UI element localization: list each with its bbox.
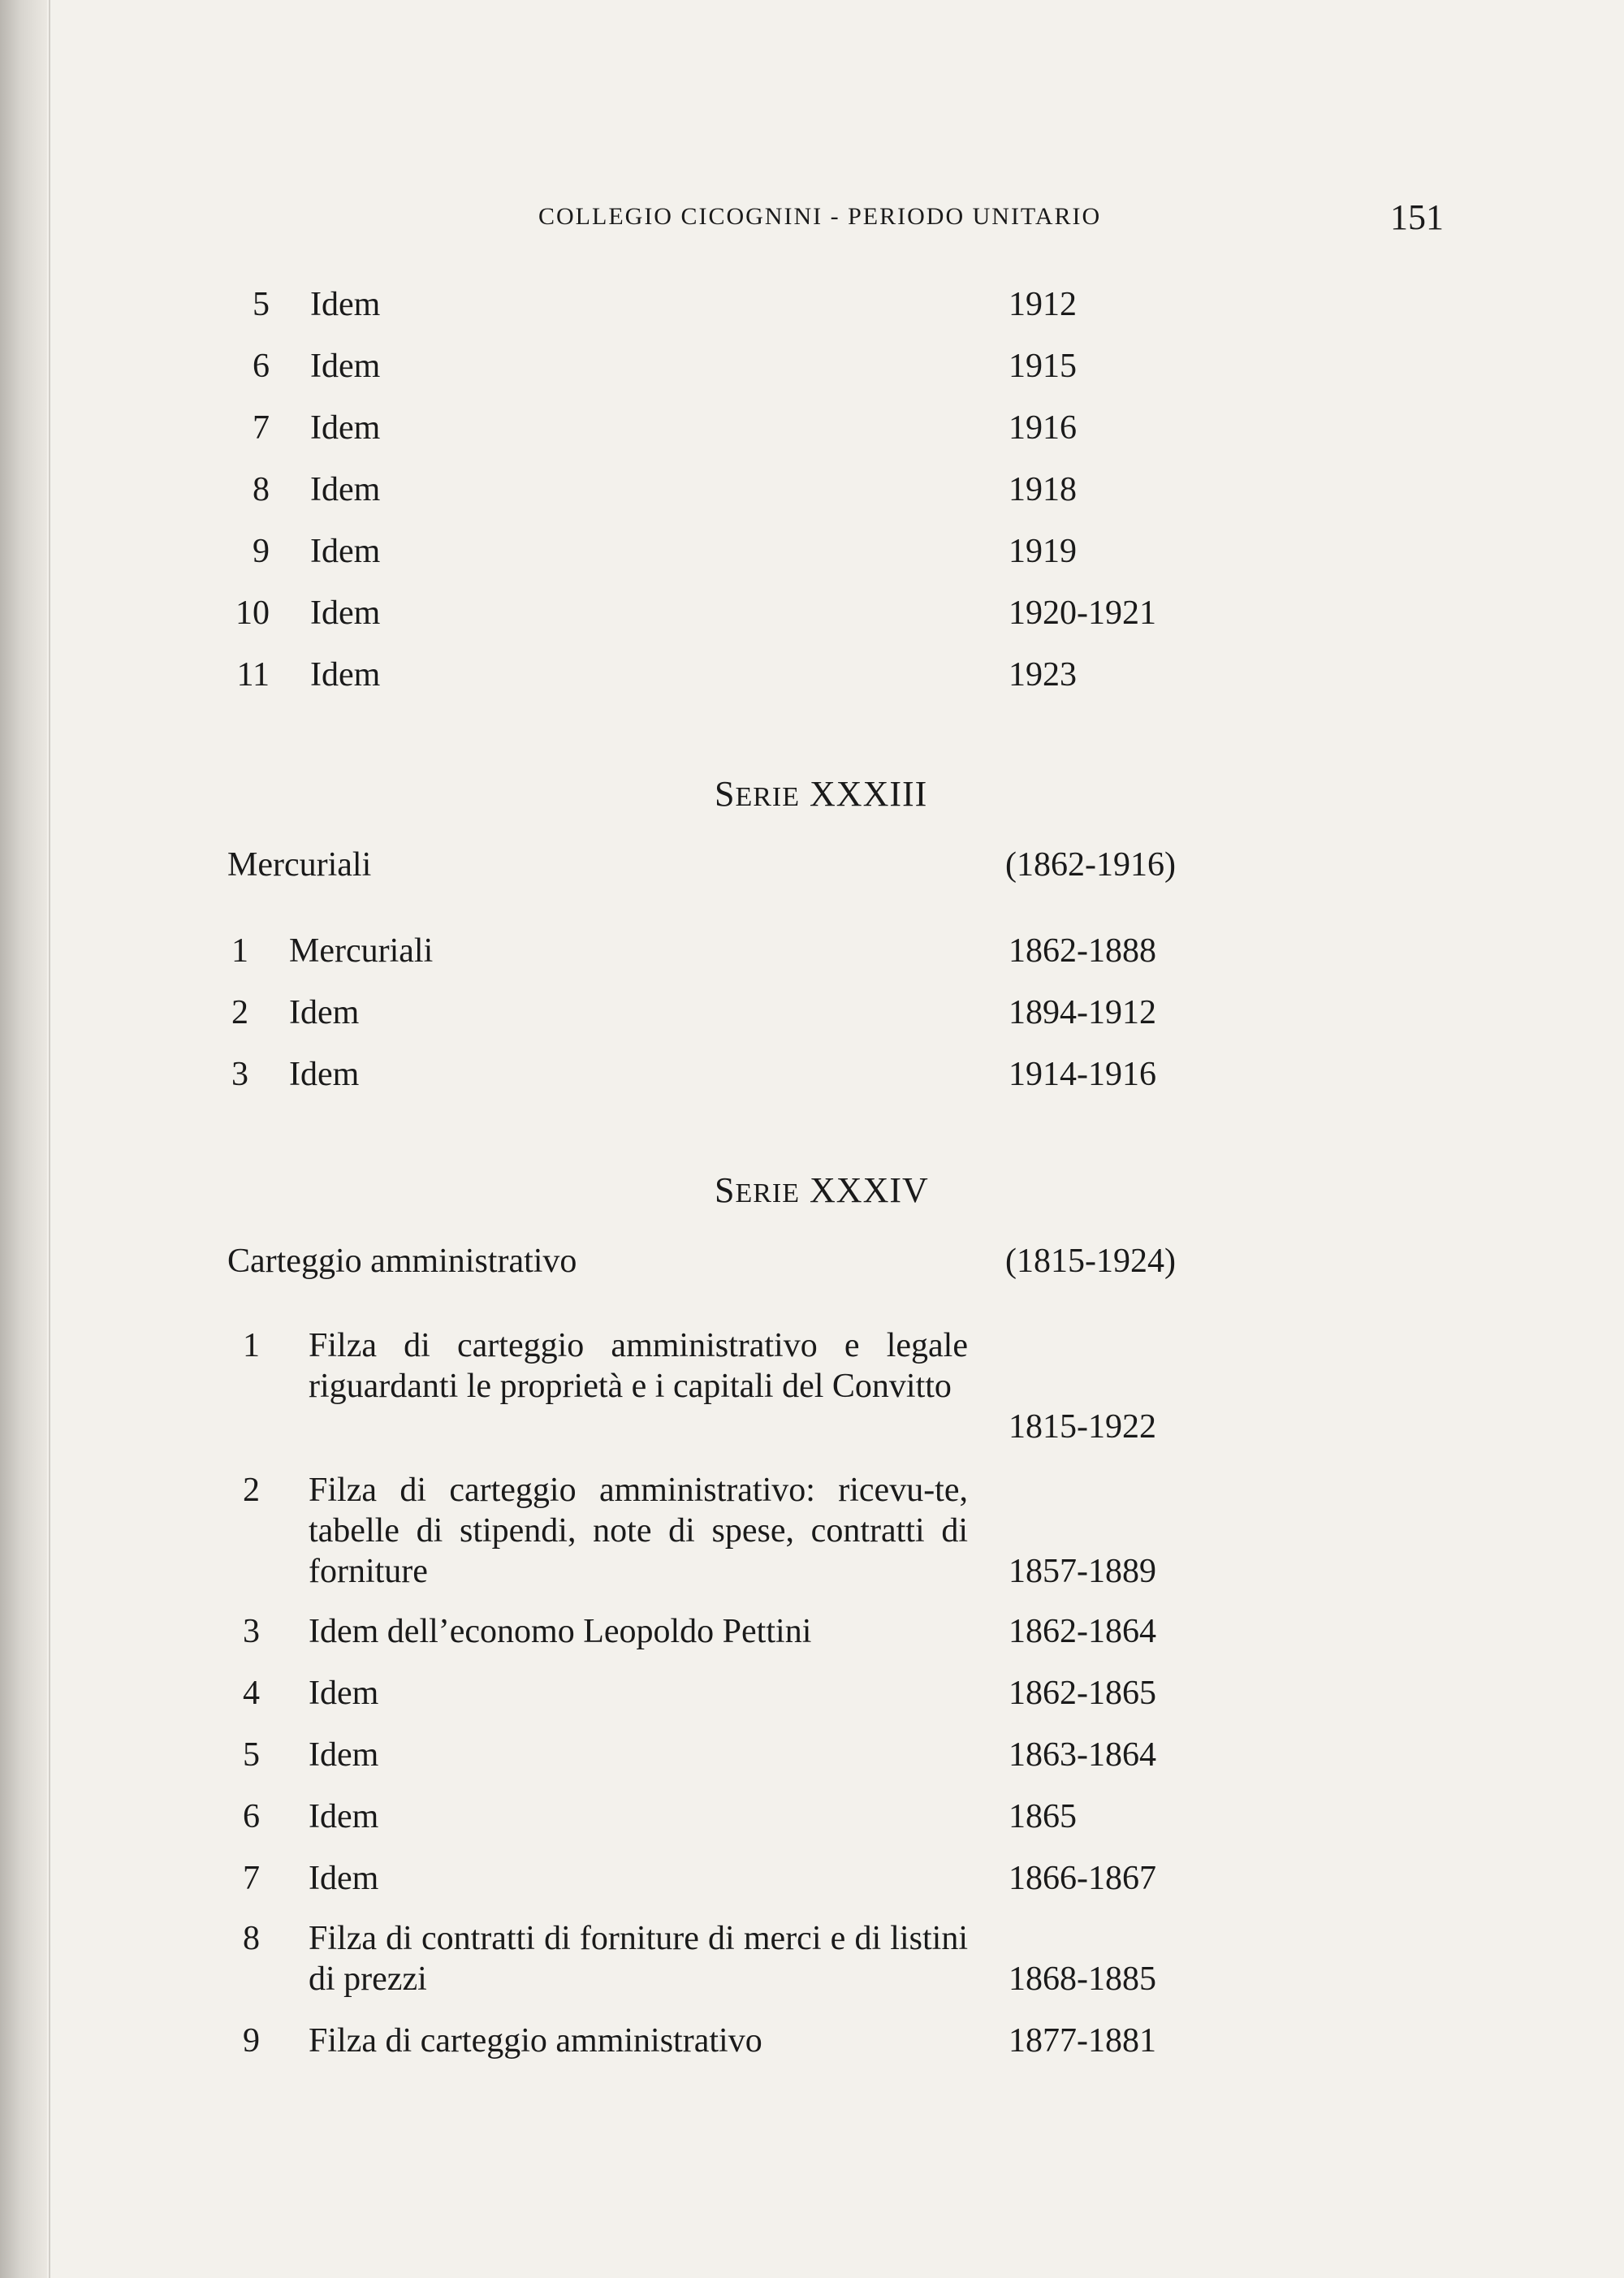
item-number: 1: [243, 1327, 260, 1364]
item-number: 6: [253, 348, 270, 385]
group-date-range: (1815-1924): [1005, 1243, 1176, 1280]
list-item: [227, 1470, 1218, 1592]
item-label: Idem: [310, 533, 381, 570]
gutter-line: [49, 0, 50, 2278]
item-number: 4: [243, 1675, 260, 1712]
item-number: 8: [243, 1920, 260, 1957]
item-number: 11: [236, 656, 270, 694]
item-date: 1865: [1009, 1798, 1077, 1835]
series-heading-34: SERIE XXXIV: [715, 1170, 929, 1210]
item-date: 1866-1867: [1009, 1860, 1156, 1897]
item-date: 1920-1921: [1009, 594, 1156, 632]
item-date: 1914-1916: [1009, 1056, 1156, 1093]
item-date: 1862-1888: [1009, 932, 1156, 970]
item-number: 9: [253, 533, 270, 570]
item-date: 1815-1922: [1009, 1408, 1156, 1446]
item-number: 7: [243, 1860, 260, 1897]
item-number: 9: [243, 2022, 260, 2060]
item-date: 1857-1889: [1009, 1553, 1156, 1590]
item-label: Idem: [289, 994, 360, 1031]
list-item: [227, 1611, 1218, 1652]
item-description: Filza di carteggio amministrativo: [309, 2022, 762, 2060]
item-description: Filza di carteggio amministrativo: ricevu-te, tabelle di stipendi, note di spese, contratti di forniture: [309, 1472, 968, 1590]
item-description: Idem: [309, 1675, 379, 1712]
item-label: Idem: [310, 656, 381, 694]
item-label: Mercuriali: [289, 932, 434, 970]
group-date-range: (1862-1916): [1005, 846, 1176, 884]
list-item: [227, 1918, 1218, 1999]
page-number: 151: [1390, 197, 1444, 237]
list-item: [227, 1325, 1218, 1447]
item-number: 2: [231, 994, 248, 1031]
list-item: [227, 1796, 1218, 1837]
item-date: 1923: [1009, 656, 1077, 694]
group-title: Carteggio amministrativo: [227, 1243, 577, 1280]
item-number: 7: [253, 409, 270, 447]
item-number: 5: [253, 286, 270, 323]
item-date: 1862-1865: [1009, 1675, 1156, 1712]
item-number: 3: [231, 1056, 248, 1093]
item-label: Idem: [310, 471, 381, 508]
item-description: Idem: [309, 1736, 379, 1774]
item-label: Idem: [310, 409, 381, 447]
item-date: 1916: [1009, 409, 1077, 447]
book-spine-shadow: [0, 0, 47, 2278]
item-description: Idem: [309, 1798, 379, 1835]
item-number: 3: [243, 1613, 260, 1650]
item-date: 1894-1912: [1009, 994, 1156, 1031]
series-heading-33: SERIE XXXIII: [715, 774, 928, 814]
item-date: 1919: [1009, 533, 1077, 570]
item-label: Idem: [289, 1056, 360, 1093]
list-item: [227, 1673, 1218, 1714]
item-description: Filza di contratti di forniture di merci e di listini di prezzi: [309, 1920, 968, 1998]
item-number: 2: [243, 1472, 260, 1509]
item-date: 1915: [1009, 348, 1077, 385]
group-title: Mercuriali: [227, 846, 372, 884]
item-date: 1863-1864: [1009, 1736, 1156, 1774]
item-number: 10: [235, 594, 270, 632]
item-number: 1: [231, 932, 248, 970]
item-number: 6: [243, 1798, 260, 1835]
item-number: 5: [243, 1736, 260, 1774]
running-title: COLLEGIO CICOGNINI - PERIODO UNITARIO: [538, 203, 1102, 230]
item-number: 8: [253, 471, 270, 508]
list-item: [227, 1858, 1218, 1899]
item-description: Idem: [309, 1860, 379, 1897]
item-date: 1912: [1009, 286, 1077, 323]
item-label: Idem: [310, 286, 381, 323]
item-description: Idem dell’economo Leopoldo Pettini: [309, 1613, 812, 1650]
list-item: [227, 1735, 1218, 1775]
item-date: 1868-1885: [1009, 1960, 1156, 1998]
item-description: Filza di carteggio amministrativo e legale riguardanti le proprietà e i capitali del Convitto: [309, 1327, 968, 1405]
page-header: [227, 197, 1445, 244]
item-date: 1877-1881: [1009, 2022, 1156, 2060]
list-item: [227, 2021, 1218, 2061]
item-date: 1862-1864: [1009, 1613, 1156, 1650]
item-label: Idem: [310, 348, 381, 385]
item-date: 1918: [1009, 471, 1077, 508]
item-label: Idem: [310, 594, 381, 632]
